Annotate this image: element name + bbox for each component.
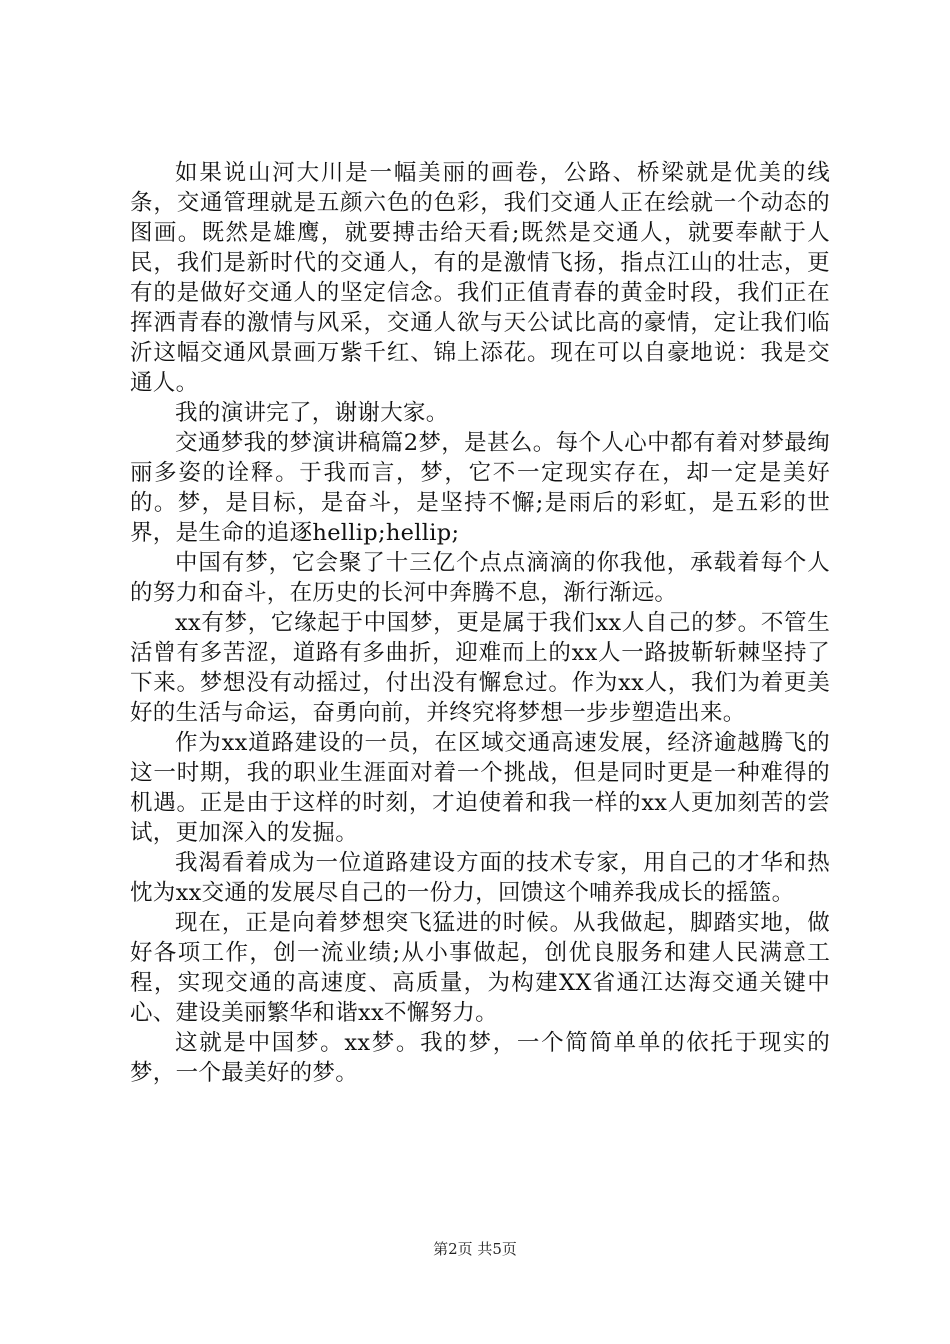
document-body — [130, 158, 830, 1088]
paragraph: 我的演讲完了，谢谢大家。 — [175, 400, 449, 426]
paragraph: 中国有梦，它会聚了十三亿个点点滴滴的你我他，承载着每个人的努力和奋斗，在历史的长河中奔腾不息，渐行渐远。 — [130, 550, 830, 606]
paragraph: 交通梦我的梦演讲稿篇2梦，是甚么。每个人心中都有着对梦最绚丽多姿的诠释。于我而言，梦，它不一定现实存在，却一定是美好的。梦，是目标，是奋斗，是坚持不懈;是雨后的彩虹，是五彩的世界，是生命的追逐hellip;hellip; — [130, 430, 830, 546]
paragraph: 这就是中国梦。xx梦。我的梦，一个简简单单的依托于现实的梦，一个最美好的梦。 — [130, 1030, 830, 1086]
paragraph: 现在，正是向着梦想突飞猛进的时候。从我做起，脚踏实地，做好各项工作，创一流业绩;从小事做起，创优良服务和建人民满意工程，实现交通的高速度、高质量，为构建XX省通江达海交通关键中心、建设美丽繁华和谐xx不懈努力。 — [130, 910, 830, 1026]
paragraph: 如果说山河大川是一幅美丽的画卷，公路、桥梁就是优美的线条，交通管理就是五颜六色的色彩，我们交通人正在绘就一个动态的图画。既然是雄鹰，就要搏击给天看;既然是交通人，就要奉献于人民，我们是新时代的交通人，有的是激情飞扬，指点江山的壮志，更有的是做好交通人的坚定信念。我们正值青春的黄金时段，我们正在挥洒青春的激情与风采，交通人欲与天公试比高的豪情，定让我们临沂这幅交通风景画万紫千红、锦上添花。现在可以自豪地说：我是交通人。 — [130, 160, 830, 396]
paragraph: 我渴看着成为一位道路建设方面的技术专家，用自己的才华和热忱为xx交通的发展尽自己的一份力，回馈这个哺养我成长的摇篮。 — [130, 850, 830, 906]
paragraph: 作为xx道路建设的一员，在区域交通高速发展，经济逾越腾飞的这一时期，我的职业生涯面对着一个挑战，但是同时更是一种难得的机遇。正是由于这样的时刻，才迫使着和我一样的xx人更加刻苦的尝试，更加深入的发掘。 — [130, 730, 830, 846]
paragraph: xx有梦，它缘起于中国梦，更是属于我们xx人自己的梦。不管生活曾有多苦涩，道路有多曲折，迎难而上的xx人一路披靳斩棘坚持了下来。梦想没有动摇过，付出没有懈怠过。作为xx人，我们为着更美好的生活与命运，奋勇向前，并终究将梦想一步步塑造出来。 — [130, 610, 830, 726]
page-footer: 第2页 共5页 — [433, 1240, 517, 1258]
